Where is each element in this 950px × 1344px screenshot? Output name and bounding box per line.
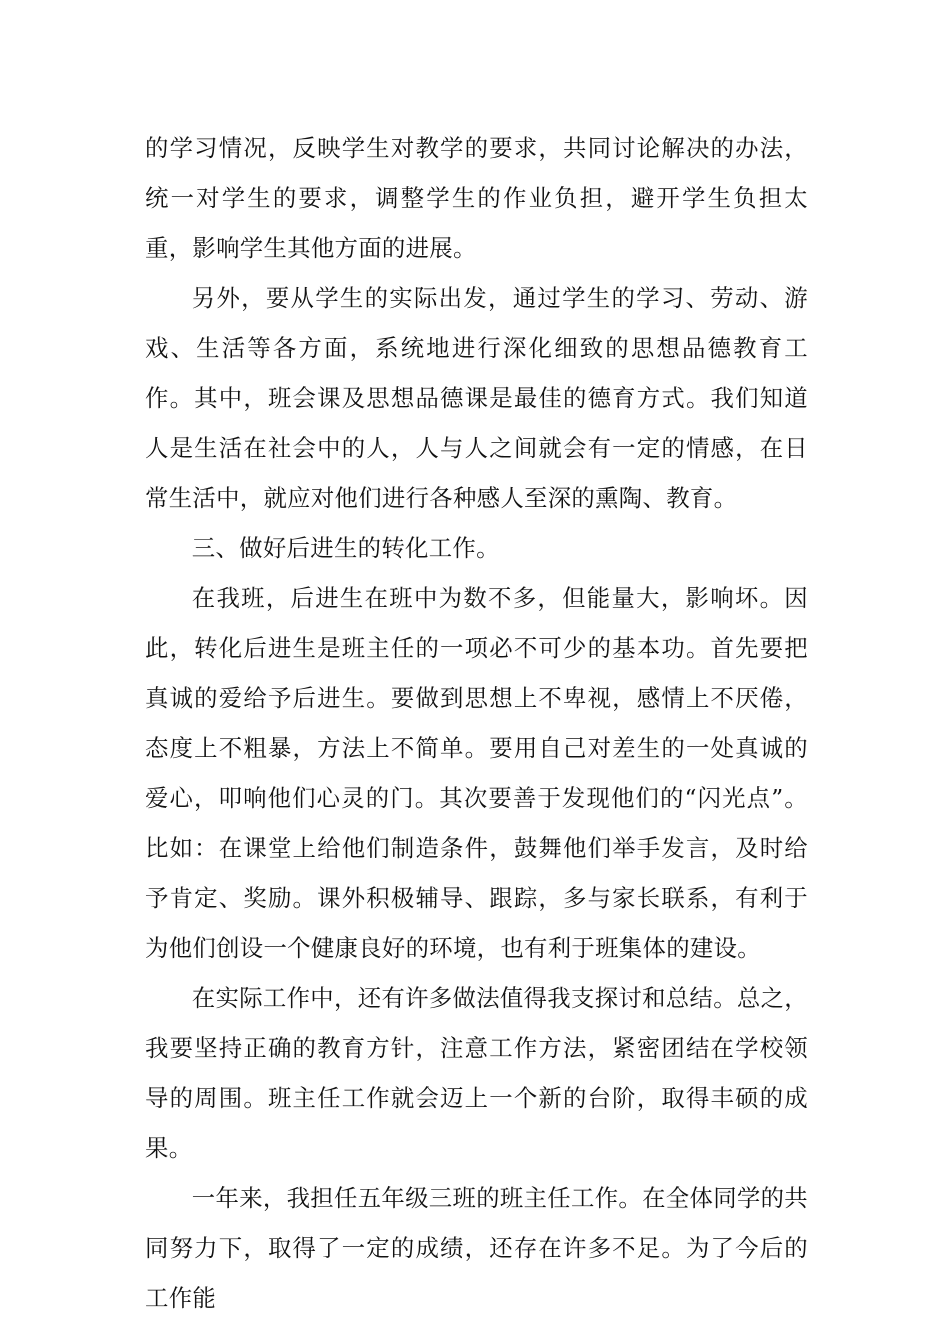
paragraph-5: 在实际工作中，还有许多做法值得我支探讨和总结。总之，我要坚持正确的教育方针，注意工作方法，紧密团结在学校领导的周围。班主任工作就会迈上一个新的台阶，取得丰硕的成果。 — [145, 984, 808, 1162]
paragraph-6: 一年来，我担任五年级三班的班主任工作。在全体同学的共同努力下，取得了一定的成绩，还存在许多不足。为了今后的工作能 — [145, 1184, 808, 1312]
paragraph-4: 在我班，后进生在班中为数不多，但能量大，影响坏。因此，转化后进生是班主任的一项必不可少的基本功。首先要把真诚的爱给予后进生。要做到思想上不卑视，感情上不厌倦，态度上不粗暴，方法上不简单。要用自己对差生的一处真诚的爱心，叩响他们心灵的门。其次要善于发现他们的“闪光点”。比如：在课堂上给他们制造条件，鼓舞他们举手发言，及时给予肯定、奖励。课外积极辅导、跟踪，多与家长联系，有利于为他们创设一个健康良好的环境，也有利于班集体的建设。 — [145, 584, 808, 962]
document-body — [145, 123, 808, 1323]
paragraph-1: 的学习情况，反映学生对教学的要求，共同讨论解决的办法，统一对学生的要求，调整学生的作业负担，避开学生负担太重，影响学生其他方面的进展。 — [145, 134, 808, 262]
paragraph-2: 另外，要从学生的实际出发，通过学生的学习、劳动、游戏、生活等各方面，系统地进行深化细致的思想品德教育工作。其中，班会课及思想品德课是最佳的德育方式。我们知道人是生活在社会中的人，人与人之间就会有一定的情感，在日常生活中，就应对他们进行各种感人至深的熏陶、教育。 — [145, 284, 808, 512]
section-heading-3: 三、做好后进生的转化工作。 — [191, 534, 500, 562]
